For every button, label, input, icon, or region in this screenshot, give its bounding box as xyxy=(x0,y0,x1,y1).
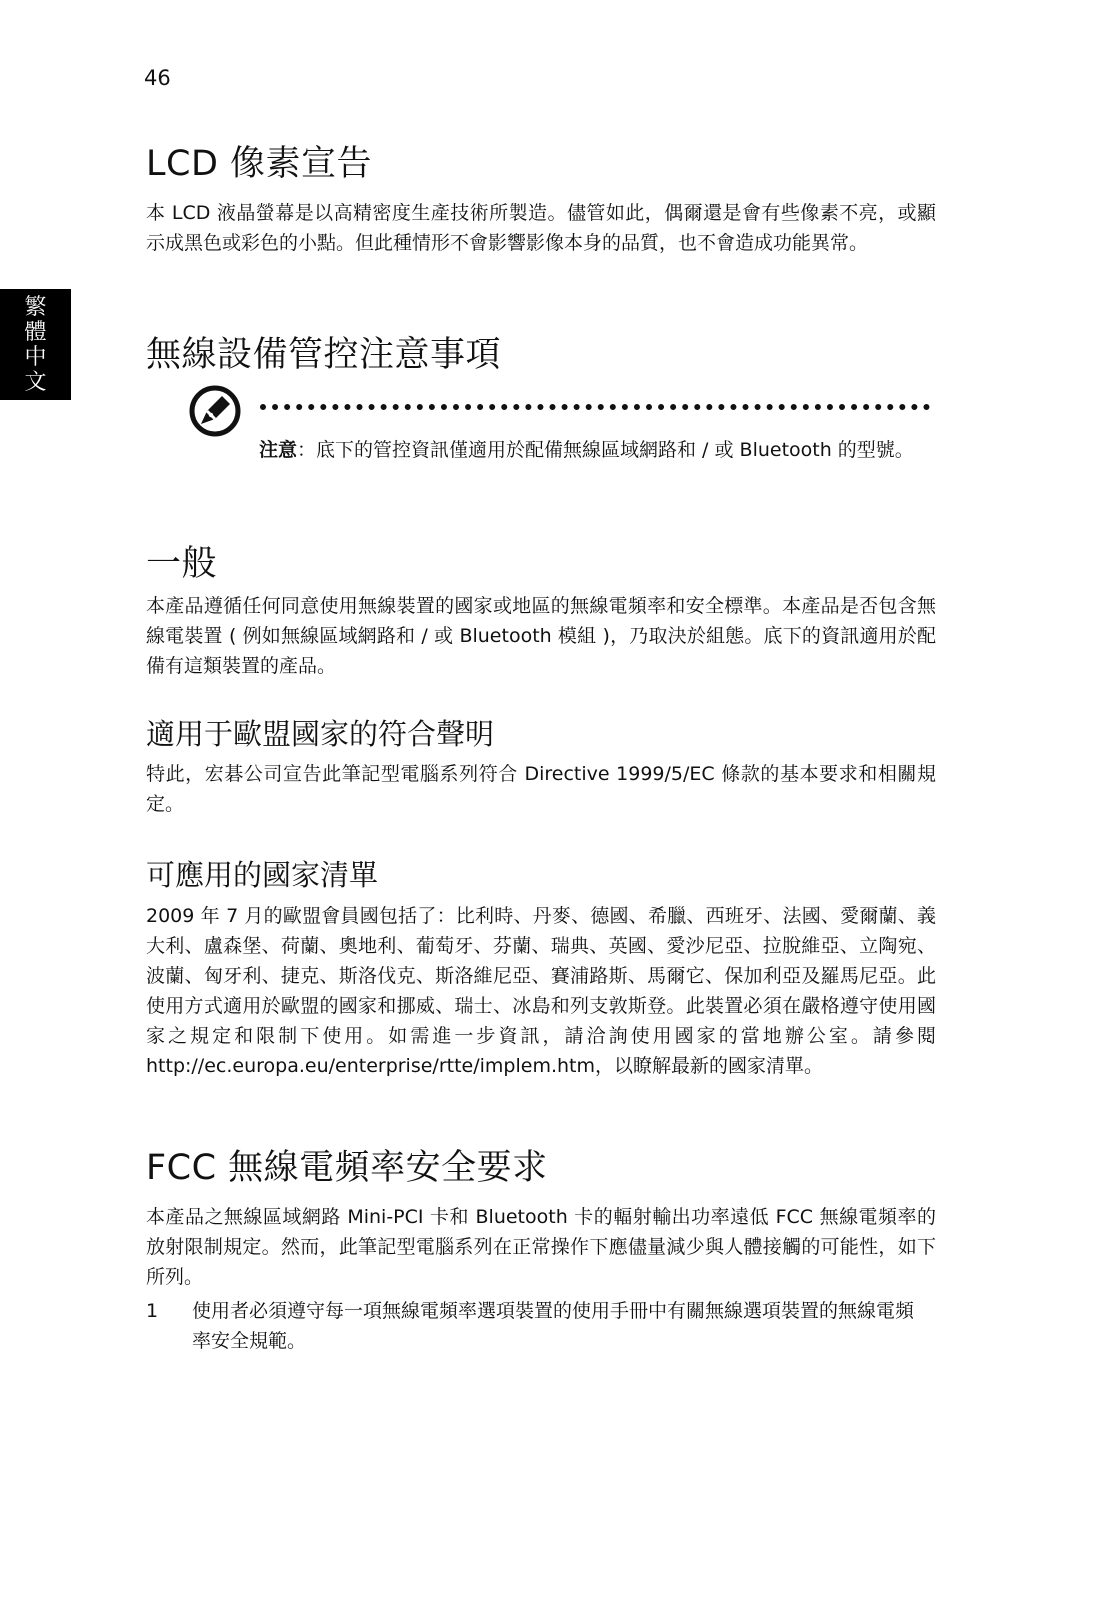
list-item-text: 使用者必須遵守每一項無線電頻率選項裝置的使用手冊中有關無線選項裝置的無線電頻率安全規範。 xyxy=(192,1300,915,1352)
note-dotted-rule xyxy=(260,404,930,410)
general-heading: 一般 xyxy=(146,544,218,584)
page-number: 46 xyxy=(144,66,171,90)
note-pen-icon xyxy=(188,384,242,438)
note-paragraph xyxy=(259,435,919,465)
countries-paragraph: 2009 年 7 月的歐盟會員國包括了：比利時、丹麥、德國、希臘、西班牙、法國、愛爾蘭、義大利、盧森堡、荷蘭、奧地利、葡萄牙、芬蘭、瑞典、英國、愛沙尼亞、拉脫維亞、立陶宛、波蘭、匈牙利、捷克、斯洛伐克、斯洛維尼亞、賽浦路斯、馬爾它、保加利亞及羅馬尼亞。此使用方式適用於歐盟的國家和挪威、瑞士、冰島和列支敦斯登。此裝置必須在嚴格遵守使用國家之規定和限制下使用。如需進一步資訊，請洽詢使用國家的當地辦公室。請參閱 http://ec.europa.eu/enterprise/rtte/implem.htm，以瞭解最新的國家清單。 xyxy=(146,905,936,1077)
fcc-heading: FCC 無線電頻率安全要求 xyxy=(146,1148,548,1188)
eu-heading: 適用于歐盟國家的符合聲明 xyxy=(146,717,495,751)
side-tab-char: 文 xyxy=(24,369,47,395)
language-side-tab xyxy=(0,289,71,400)
list-item-number: 1 xyxy=(146,1300,159,1322)
eu-paragraph: 特此，宏碁公司宣告此筆記型電腦系列符合 Directive 1999/5/EC 條款的基本要求和相關規定。 xyxy=(146,763,936,815)
note-label: 注意 xyxy=(259,439,298,461)
side-tab-char: 繁 xyxy=(24,294,47,320)
lcd-heading: LCD 像素宣告 xyxy=(146,144,373,184)
side-tab-char: 體 xyxy=(24,319,47,345)
lcd-paragraph: 本 LCD 液晶螢幕是以高精密度生產技術所製造。儘管如此，偶爾還是會有些像素不亮，或顯示成黑色或彩色的小點。但此種情形不會影響影像本身的品質，也不會造成功能異常。 xyxy=(146,202,936,254)
fcc-paragraph: 本產品之無線區域網路 Mini-PCI 卡和 Bluetooth 卡的輻射輸出功率遠低 FCC 無線電頻率的放射限制規定。然而，此筆記型電腦系列在正常操作下應儘量減少與人體接觸的可能性，如下所列。 xyxy=(146,1206,936,1288)
note-text: ：底下的管控資訊僅適用於配備無線區域網路和 / 或 Bluetooth 的型號。 xyxy=(297,439,914,461)
countries-heading: 可應用的國家清單 xyxy=(146,858,379,892)
general-paragraph: 本產品遵循任何同意使用無線裝置的國家或地區的無線電頻率和安全標準。本產品是否包含無線電裝置 ( 例如無線區域網路和 / 或 Bluetooth 模組 )，乃取決於組態。底下的資訊適用於配備有這類裝置的產品。 xyxy=(146,595,936,677)
side-tab-char: 中 xyxy=(24,344,47,370)
wireless-heading: 無線設備管控注意事項 xyxy=(146,335,502,375)
